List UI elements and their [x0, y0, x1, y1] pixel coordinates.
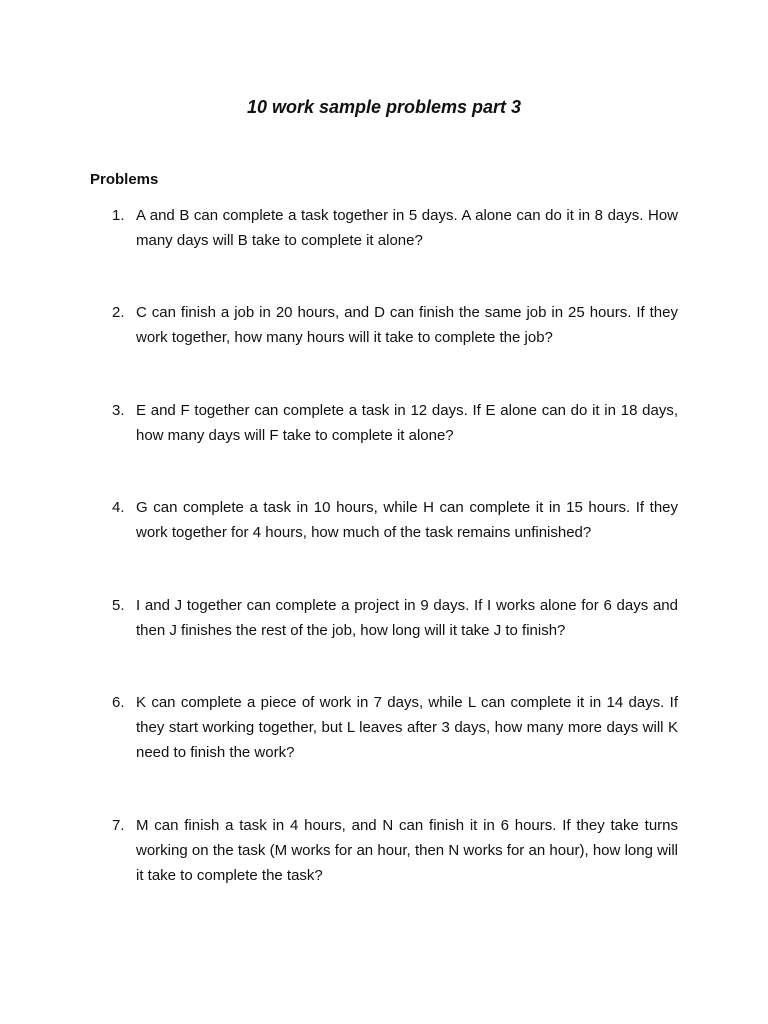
- problem-number: 6.: [112, 694, 125, 711]
- problem-text: C can finish a job in 20 hours, and D can finish the same job in 25 hours. If they work together, how many hours will it take to complete the job?: [136, 304, 678, 346]
- document-title: 10 work sample problems part 3: [246, 97, 522, 117]
- problem-number: 5.: [112, 597, 125, 614]
- problem-text: K can complete a piece of work in 7 days, while L can complete it in 14 days. If they start working together, but L leaves after 3 days, how many more days will K need to finish the work?: [136, 694, 678, 761]
- problem-item: [112, 398, 678, 448]
- problem-number: 4.: [112, 499, 125, 516]
- problem-item: [112, 300, 678, 350]
- problem-text: G can complete a task in 10 hours, while H can complete it in 15 hours. If they work together for 4 hours, how much of the task remains unfinished?: [136, 499, 678, 541]
- problem-text: M can finish a task in 4 hours, and N can finish it in 6 hours. If they take turns working on the task (M works for an hour, then N works for an hour), how long will it take to complete the task?: [136, 817, 678, 884]
- problem-text: A and B can complete a task together in 5 days. A alone can do it in 8 days. How many days will B take to complete it alone?: [136, 207, 678, 249]
- problem-item: [112, 593, 678, 643]
- problem-number: 7.: [112, 817, 125, 834]
- problem-item: [112, 495, 678, 545]
- problem-item: [112, 690, 678, 765]
- problem-number: 3.: [112, 402, 125, 419]
- problem-item: [112, 203, 678, 253]
- problem-item: [112, 813, 678, 888]
- problem-text: I and J together can complete a project in 9 days. If I works alone for 6 days and then J finishes the rest of the job, how long will it take J to finish?: [136, 597, 678, 639]
- problem-text: E and F together can complete a task in 12 days. If E alone can do it in 18 days, how many days will F take to complete it alone?: [136, 402, 678, 444]
- problem-number: 2.: [112, 304, 125, 321]
- section-heading: Problems: [90, 171, 159, 188]
- problem-number: 1.: [112, 207, 125, 224]
